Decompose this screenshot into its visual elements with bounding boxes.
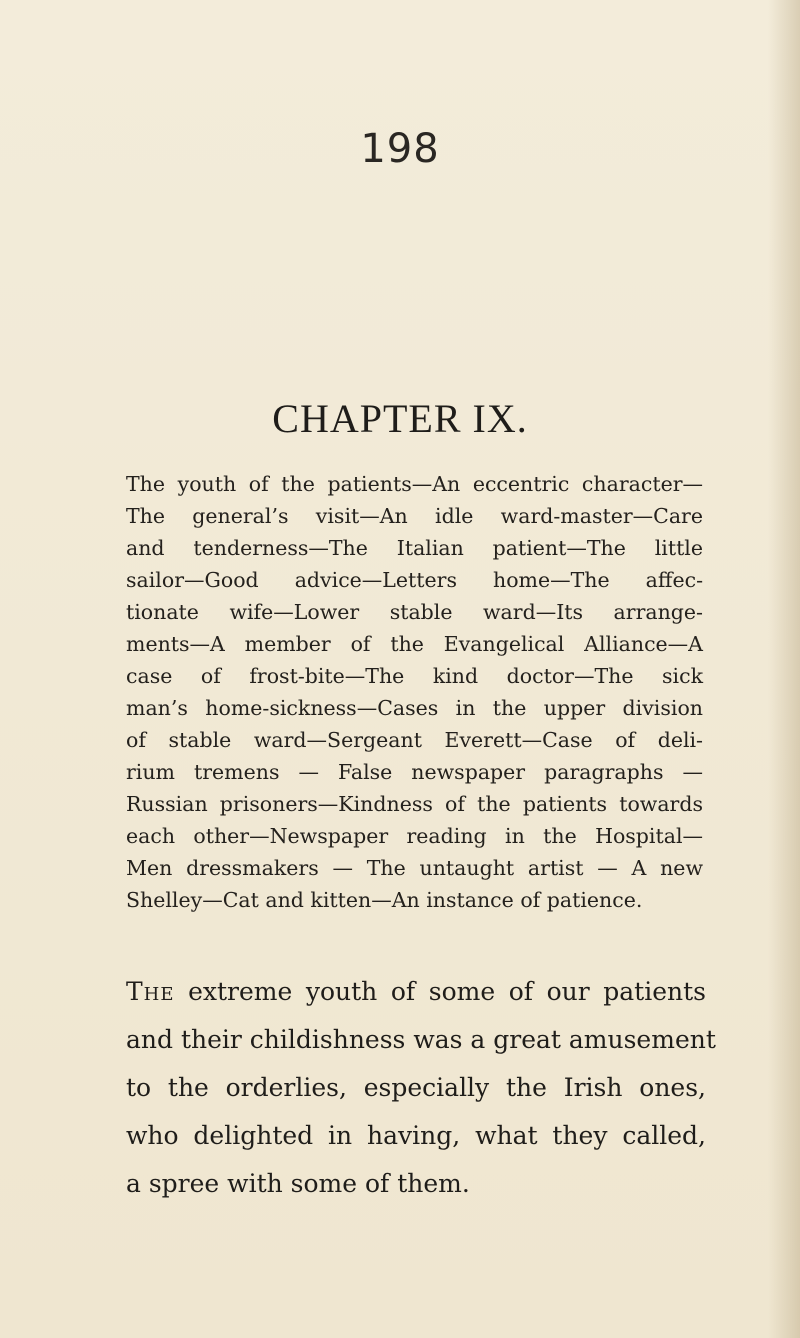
chapter-synopsis <box>126 468 703 916</box>
page-number: 198 <box>360 126 440 172</box>
synopsis-line: The youth of the patients—An eccentric character— <box>126 472 703 496</box>
synopsis-line: Russian prisoners—Kindness of the patients towards <box>126 792 703 816</box>
body-line: to the orderlies, especially the Irish ones, <box>126 1073 706 1102</box>
body-line: and their childishness was a great amusement <box>126 1025 716 1054</box>
chapter-title: CHAPTER IX. <box>272 396 528 441</box>
synopsis-line: and tenderness—The Italian patient—The little <box>126 536 703 560</box>
synopsis-line: each other—Newspaper reading in the Hospital— <box>126 824 703 848</box>
synopsis-line: case of frost-bite—The kind doctor—The sick <box>126 664 703 688</box>
synopsis-line: The general’s visit—An idle ward-master—Care <box>126 504 703 528</box>
synopsis-line: Shelley—Cat and kitten—An instance of patience. <box>126 888 643 912</box>
body-line: a spree with some of them. <box>126 1169 470 1198</box>
synopsis-line: of stable ward—Sergeant Everett—Case of deli- <box>126 728 703 752</box>
synopsis-line: ments—A member of the Evangelical Alliance—A <box>126 632 703 656</box>
synopsis-line: Men dressmakers — The untaught artist — A new <box>126 856 703 880</box>
body-line <box>126 968 706 1016</box>
synopsis-line: tionate wife—Lower stable ward—Its arrange- <box>126 600 703 624</box>
synopsis-line: sailor—Good advice—Letters home—The affec- <box>126 568 703 592</box>
opening-word: The <box>126 977 175 1006</box>
body-line: who delighted in having, what they called, <box>126 1121 706 1150</box>
body-line-text: extreme youth of some of our patients <box>174 977 706 1006</box>
synopsis-line: rium tremens — False newspaper paragraphs — <box>126 760 703 784</box>
synopsis-line: man’s home-sickness—Cases in the upper division <box>126 696 703 720</box>
body-paragraph <box>126 968 716 1208</box>
